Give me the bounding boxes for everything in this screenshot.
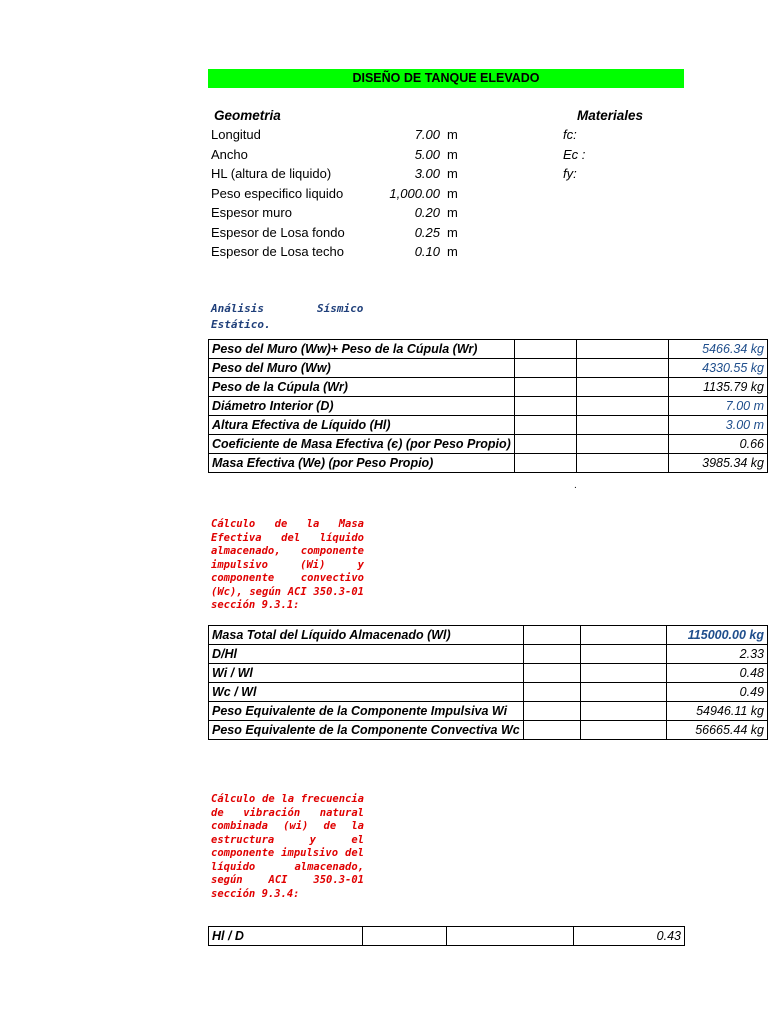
- row-label: Altura Efectiva de Líquido (Hl): [209, 416, 515, 435]
- empty-cell: [523, 645, 580, 664]
- table-row: [209, 645, 768, 664]
- row-value: 56665.44 kg: [666, 721, 767, 740]
- seismic-heading-line1: Análisis Sísmico: [211, 302, 364, 315]
- table-row: [209, 340, 768, 359]
- table-row: [209, 664, 768, 683]
- material-label: Ec :: [563, 146, 586, 162]
- empty-cell: [363, 927, 447, 946]
- note-natural-frequency: Cálculo de la frecuencia de vibración natural combinada (wi) de la estructura y el componente impulsivo del líquido almacenado, según ACI 350.3-01 sección 9.3.4:: [211, 793, 364, 900]
- row-label: Peso Equivalente de la Componente Impulsiva Wi: [209, 702, 524, 721]
- empty-cell: [514, 359, 576, 378]
- geometry-unit: m: [447, 244, 458, 259]
- row-value: 0.43: [574, 927, 685, 946]
- empty-cell: [514, 435, 576, 454]
- empty-cell: [576, 435, 668, 454]
- stray-dot: .: [574, 480, 577, 491]
- row-label: Wi / Wl: [209, 664, 524, 683]
- empty-cell: [581, 721, 667, 740]
- geometry-heading: Geometria: [214, 108, 281, 123]
- table-row: [209, 702, 768, 721]
- empty-cell: [581, 645, 667, 664]
- geometry-label: Ancho: [211, 146, 248, 162]
- row-value: 0.48: [666, 664, 767, 683]
- geometry-label: Espesor muro: [211, 205, 292, 220]
- empty-cell: [576, 359, 668, 378]
- empty-cell: [581, 664, 667, 683]
- table-row: [209, 721, 768, 740]
- empty-cell: [523, 721, 580, 740]
- geometry-label: HL (altura de liquido): [211, 166, 332, 181]
- table-row: [209, 683, 768, 702]
- empty-cell: [576, 416, 668, 435]
- geometry-value: 1,000.00: [389, 185, 440, 201]
- geometry-unit: m: [447, 224, 458, 240]
- materials-heading: Materiales: [577, 108, 644, 123]
- empty-cell: [576, 454, 668, 473]
- row-label: Masa Total del Líquido Almacenado (Wl): [209, 626, 524, 645]
- empty-cell: [581, 702, 667, 721]
- row-label: Peso Equivalente de la Componente Convectiva Wc: [209, 721, 524, 740]
- geometry-value: 0.20: [414, 205, 440, 220]
- empty-cell: [581, 683, 667, 702]
- note-effective-mass: Cálculo de la Masa Efectiva del líquido almacenado, componente impulsivo (Wi) y componente convectivo (Wc), según ACI 350.3-01 sección 9.3.1:: [211, 518, 364, 611]
- geometry-unit: m: [447, 185, 458, 201]
- geometry-value: 7.00: [414, 127, 440, 142]
- table-row: [209, 626, 768, 645]
- table-row: [209, 397, 768, 416]
- geometry-label: Espesor de Losa techo: [211, 244, 344, 259]
- empty-cell: [576, 340, 668, 359]
- seismic-weights-table: [208, 339, 768, 473]
- empty-cell: [523, 683, 580, 702]
- empty-cell: [447, 927, 574, 946]
- empty-cell: [514, 454, 576, 473]
- row-value: 2.33: [666, 645, 767, 664]
- seismic-heading: [211, 285, 363, 333]
- empty-cell: [576, 378, 668, 397]
- table-row: [209, 378, 768, 397]
- geometry-label: Peso especifico liquido: [211, 185, 344, 201]
- row-label: Peso del Muro (Ww): [209, 359, 515, 378]
- geometry-label: Longitud: [211, 127, 261, 142]
- row-label: Masa Efectiva (We) (por Peso Propio): [209, 454, 515, 473]
- row-label: Diámetro Interior (D): [209, 397, 515, 416]
- geometry-unit: m: [447, 166, 458, 181]
- empty-cell: [514, 416, 576, 435]
- row-label: Hl / D: [209, 927, 363, 946]
- table-row: [209, 359, 768, 378]
- frequency-table: [208, 926, 685, 946]
- row-value: 0.66: [669, 435, 768, 454]
- geometry-value: 0.10: [414, 244, 440, 259]
- table-row: [209, 416, 768, 435]
- row-value: 7.00 m: [669, 397, 768, 416]
- row-value: 1135.79 kg: [669, 378, 768, 397]
- material-label: fc:: [563, 127, 577, 142]
- geometry-label: Espesor de Losa fondo: [211, 224, 345, 240]
- row-value: 3.00 m: [669, 416, 768, 435]
- empty-cell: [581, 626, 667, 645]
- empty-cell: [514, 397, 576, 416]
- seismic-heading-line2: Estático.: [211, 318, 271, 331]
- row-value: 3985.34 kg: [669, 454, 768, 473]
- empty-cell: [514, 340, 576, 359]
- row-value: 115000.00 kg: [666, 626, 767, 645]
- table-row: [209, 927, 685, 946]
- row-label: D/Hl: [209, 645, 524, 664]
- empty-cell: [523, 702, 580, 721]
- empty-cell: [523, 626, 580, 645]
- geometry-value: 3.00: [414, 166, 440, 181]
- table-row: [209, 435, 768, 454]
- geometry-value: 5.00: [414, 146, 440, 162]
- geometry-value: 0.25: [414, 224, 440, 240]
- row-label: Peso del Muro (Ww)+ Peso de la Cúpula (Wr): [209, 340, 515, 359]
- row-value: 0.49: [666, 683, 767, 702]
- geometry-unit: m: [447, 127, 458, 142]
- material-label: fy:: [563, 166, 577, 181]
- liquid-mass-table: [208, 625, 768, 740]
- row-value: 4330.55 kg: [669, 359, 768, 378]
- empty-cell: [514, 378, 576, 397]
- row-label: Peso de la Cúpula (Wr): [209, 378, 515, 397]
- empty-cell: [523, 664, 580, 683]
- row-label: Wc / Wl: [209, 683, 524, 702]
- geometry-unit: m: [447, 205, 458, 220]
- row-label: Coeficiente de Masa Efectiva (є) (por Peso Propio): [209, 435, 515, 454]
- sheet-title: DISEÑO DE TANQUE ELEVADO: [208, 69, 684, 88]
- row-value: 5466.34 kg: [669, 340, 768, 359]
- table-row: [209, 454, 768, 473]
- empty-cell: [576, 397, 668, 416]
- geometry-unit: m: [447, 146, 458, 162]
- row-value: 54946.11 kg: [666, 702, 767, 721]
